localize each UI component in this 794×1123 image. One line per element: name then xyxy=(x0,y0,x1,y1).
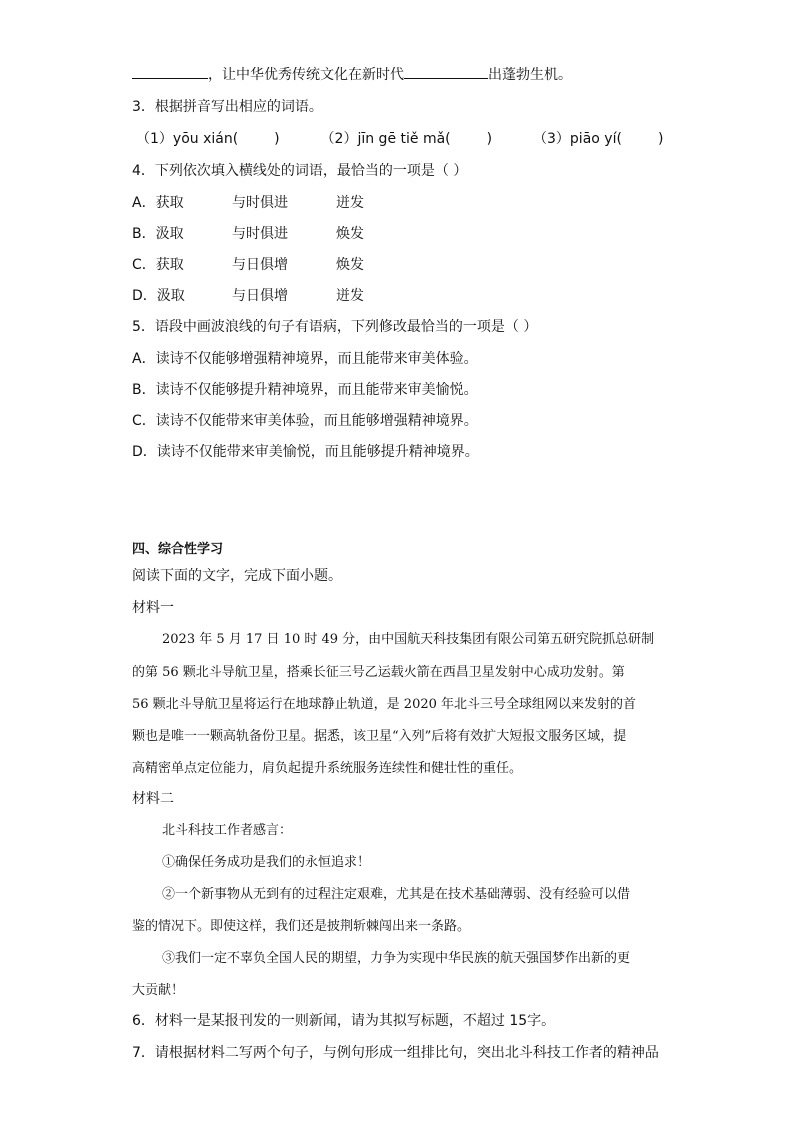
q5-option-a[interactable]: A．读诗不仅能够增强精神境界，而且能带来审美体验。 xyxy=(132,351,478,367)
q4-option-c[interactable]: C．获取 与日俱增 焕发 xyxy=(132,257,364,273)
pinyin-item-2: （2）jīn gē tiě mǎ( xyxy=(320,131,451,147)
question-3-items: （1）yōu xián( ) （2）jīn gē tiě mǎ( ) （3）piāo yí( ) xyxy=(136,131,664,147)
q2-text-1: ，让中华优秀传统文化在新时代 xyxy=(208,67,404,83)
material-2-line: ①确保任务成功是我们的永恒追求！ xyxy=(162,855,371,870)
material-1-line: 56 颗北斗导航卫星将运行在地球静止轨道，是 2020 年北斗三号全球组网以来发射的首 xyxy=(132,697,637,712)
pinyin-item-1: （1）yōu xián( xyxy=(136,131,239,147)
material-2-line: 鉴的情况下。即使这样，我们还是披荆斩棘闯出来一条路。 xyxy=(132,919,471,934)
material-1-line: 的第 56 颗北斗导航卫星，搭乘长征三号乙运载火箭在西昌卫星发射中心成功发射。第 xyxy=(132,665,625,680)
question-3-prompt: 3．根据拼音写出相应的词语。 xyxy=(132,99,323,115)
material-1-line: 颗也是唯一一颗高轨备份卫星。据悉，该卫星“入列”后将有效扩大短报文服务区域，提 xyxy=(132,729,627,744)
answer-blank[interactable] xyxy=(132,66,208,79)
material-2-line: ②一个新事物从无到有的过程注定艰难，尤其是在技术基础薄弱、没有经验可以借 xyxy=(162,887,631,902)
q2-text-2: 出蓬勃生机。 xyxy=(488,67,572,83)
material-2-line: 大贡献！ xyxy=(132,983,185,998)
material-2-title: 材料二 xyxy=(132,791,174,807)
material-2-line: ③我们一定不辜负全国人民的期望，力争为实现中华民族的航天强国梦作出新的更 xyxy=(162,951,631,966)
material-2-line: 北斗科技工作者感言： xyxy=(162,823,293,838)
fill-blank-line xyxy=(132,66,572,84)
material-1-line: 2023 年 5 月 17 日 10 时 49 分，由中国航天科技集团有限公司第五研究院抓总研制 xyxy=(162,632,655,647)
question-6: 6．材料一是某报刊发的一则新闻，请为其拟写标题，不超过 15字。 xyxy=(132,1013,556,1029)
question-4-prompt: 4．下列依次填入横线处的词语，最恰当的一项是（ ） xyxy=(132,163,468,179)
material-1-title: 材料一 xyxy=(132,600,174,616)
answer-blank[interactable] xyxy=(404,66,488,79)
question-5-prompt: 5．语段中画波浪线的句子有语病，下列修改最恰当的一项是（ ） xyxy=(132,319,538,335)
q5-option-b[interactable]: B．读诗不仅能够提升精神境界，而且能带来审美愉悦。 xyxy=(132,382,478,398)
pinyin-item-3: （3）piāo yí( xyxy=(533,131,622,147)
q5-option-d[interactable]: D．读诗不仅能带来审美愉悦，而且能够提升精神境界。 xyxy=(132,444,479,460)
material-1-line: 高精密单点定位能力，肩负起提升系统服务连续性和健壮性的重任。 xyxy=(132,761,523,776)
q4-option-a[interactable]: A．获取 与时俱进 迸发 xyxy=(132,195,364,211)
question-7: 7．请根据材料二写两个句子，与例句形成一组排比句，突出北斗科技工作者的精神品 xyxy=(132,1045,659,1061)
q4-option-d[interactable]: D．汲取 与日俱增 迸发 xyxy=(132,288,364,304)
section-instruction: 阅读下面的文字，完成下面小题。 xyxy=(132,568,342,584)
section-heading: 四、综合性学习 xyxy=(132,542,224,557)
q5-option-c[interactable]: C．读诗不仅能带来审美体验，而且能够增强精神境界。 xyxy=(132,413,478,429)
q4-option-b[interactable]: B．汲取 与时俱进 焕发 xyxy=(132,226,364,242)
